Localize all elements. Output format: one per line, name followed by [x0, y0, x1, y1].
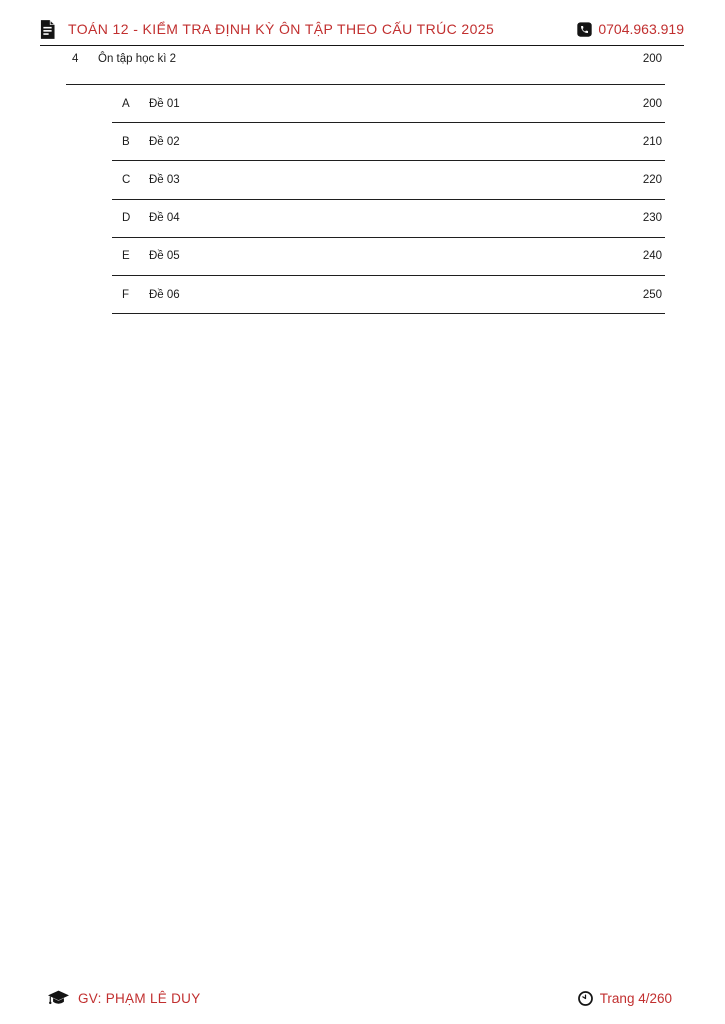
page-footer [48, 985, 672, 1011]
phone-icon [577, 22, 592, 37]
section-letter: F [122, 288, 130, 301]
section-page-number: 210 [642, 135, 662, 148]
section-page-number: 200 [642, 97, 662, 110]
toc-section-row[interactable] [112, 85, 665, 123]
section-title: Đề 03 [149, 173, 180, 186]
graduation-cap-icon [48, 990, 69, 1006]
section-title: Đề 05 [149, 250, 180, 263]
section-page-number: 250 [642, 288, 662, 301]
toc-section-row[interactable] [112, 200, 665, 238]
section-letter: A [122, 97, 130, 110]
section-letter: C [122, 173, 131, 186]
chapter-title: Ôn tập học kì 2 [98, 53, 176, 65]
page-indicator [578, 991, 672, 1006]
section-title: Đề 02 [149, 135, 180, 148]
document-icon [40, 20, 55, 39]
section-letter: B [122, 135, 130, 148]
phone-contact [577, 21, 684, 37]
page-header [40, 13, 684, 46]
chapter-number: 4 [72, 53, 79, 65]
toc-section-row[interactable] [112, 276, 665, 314]
toc-section-row[interactable] [112, 123, 665, 161]
toc-chapter-row[interactable] [66, 46, 665, 85]
clock-icon [578, 991, 593, 1006]
document-title: TOÁN 12 - KIỂM TRA ĐỊNH KỲ ÔN TẬP THEO CẤU TRÚC 2025 [68, 21, 495, 37]
page-number-label: Trang 4/260 [599, 990, 672, 1006]
toc-section-row[interactable] [112, 161, 665, 199]
phone-number: 0704.963.919 [598, 21, 684, 37]
section-letter: E [122, 250, 130, 263]
section-title: Đề 04 [149, 212, 180, 225]
section-letter: D [122, 212, 131, 225]
section-page-number: 230 [642, 212, 662, 225]
chapter-page-number: 200 [642, 53, 662, 65]
toc-section-list [112, 85, 665, 314]
section-page-number: 220 [642, 173, 662, 186]
section-title: Đề 06 [149, 288, 180, 301]
toc-section-row[interactable] [112, 238, 665, 276]
section-page-number: 240 [642, 250, 662, 263]
teacher-name: GV: PHẠM LÊ DUY [78, 990, 201, 1006]
section-title: Đề 01 [149, 97, 180, 110]
